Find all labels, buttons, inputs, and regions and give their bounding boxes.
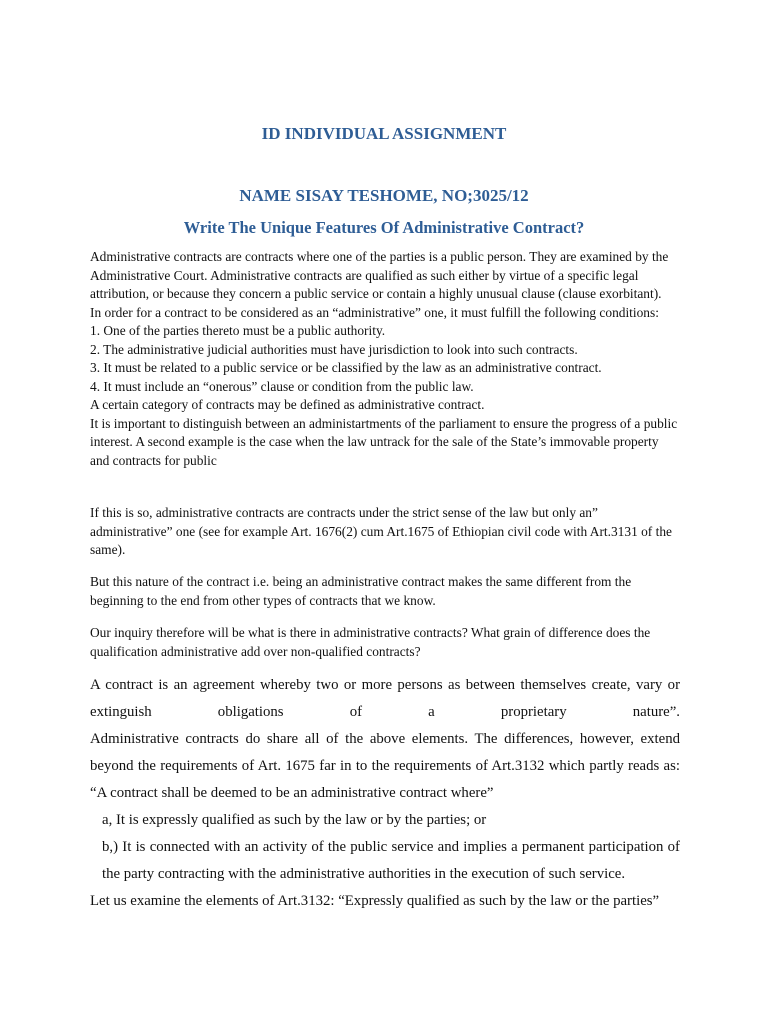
paragraph-definition: Administrative contracts are contracts where one of the parties is a public person. They are examined by the Administrative Court. Administrative contracts are qualified as such either by virtue of a specific legal attribution, or because they concern a public service or contain a highly unusual clause (clause exorbitant). [90,249,669,301]
paragraph-contract-agreement: A contract is an agreement whereby two or more persons as between themselves create, vary or extinguish obligations of a proprietary nature”. [90,677,680,720]
paragraph-shared-elements: Administrative contracts do share all of the above elements. The differences, however, extend beyond the requirements of Art. 1675 far in to the requirements of Art.3132 which partly reads as: “A contract shall be deemed to be an administrative contract where” [90,731,680,801]
list-item-a: a, It is expressly qualified as such by the law or by the parties; or [102,812,487,828]
list-item-b: b,) It is connected with an activity of the public service and implies a permanent participation of the party contracting with the administrative authorities in the execution of such service. [102,839,680,882]
paragraph-strict-sense: If this is so, administrative contracts are contracts under the strict sense of the law but only an” administrative” one (see for example Art. 1676(2) cum Art.1675 of Ethiopian civil code with Art.3131 of the same). [90,505,672,557]
condition-item-4: 4. It must include an “onerous” clause or condition from the public law. [90,378,474,394]
section-contract-definition [90,672,680,915]
condition-item-2: 2. The administrative judicial authorities must have jurisdiction to look into such contracts. [90,341,578,357]
section-intro [90,248,680,470]
assignment-title: ID INDIVIDUAL ASSIGNMENT [261,124,507,143]
question-heading: Write The Unique Features Of Administrative Contract? [183,218,585,237]
condition-item-3: 3. It must be related to a public service or be classified by the law as an administrative contract. [90,360,602,375]
paragraph-distinguish: It is important to distinguish between an administartments of the parliament to ensure the progress of a public interest. A second example is the case when the law untrack for the sale of the State’s immovable property and contracts for public [90,415,678,468]
condition-item-1: 1. One of the parties thereto must be a public authority. [90,323,386,338]
paragraph-conditions-lead: In order for a contract to be considered as an “administrative” one, it must fulfill the following conditions: [90,304,659,320]
paragraph-nature: But this nature of the contract i.e. being an administrative contract makes the same different from the beginning to the end from other types of contracts that we know. [90,574,632,608]
student-name-line: NAME SISAY TESHOME, NO;3025/12 [239,186,529,205]
paragraph-inquiry: Our inquiry therefore will be what is there in administrative contracts? What grain of difference does the qualification administrative add over non-qualified contracts? [90,625,651,659]
paragraph-examine-elements: Let us examine the elements of Art.3132: “Expressly qualified as such by the law or the parties” [90,893,660,909]
paragraph-category: A certain category of contracts may be defined as administrative contract. [90,397,485,412]
